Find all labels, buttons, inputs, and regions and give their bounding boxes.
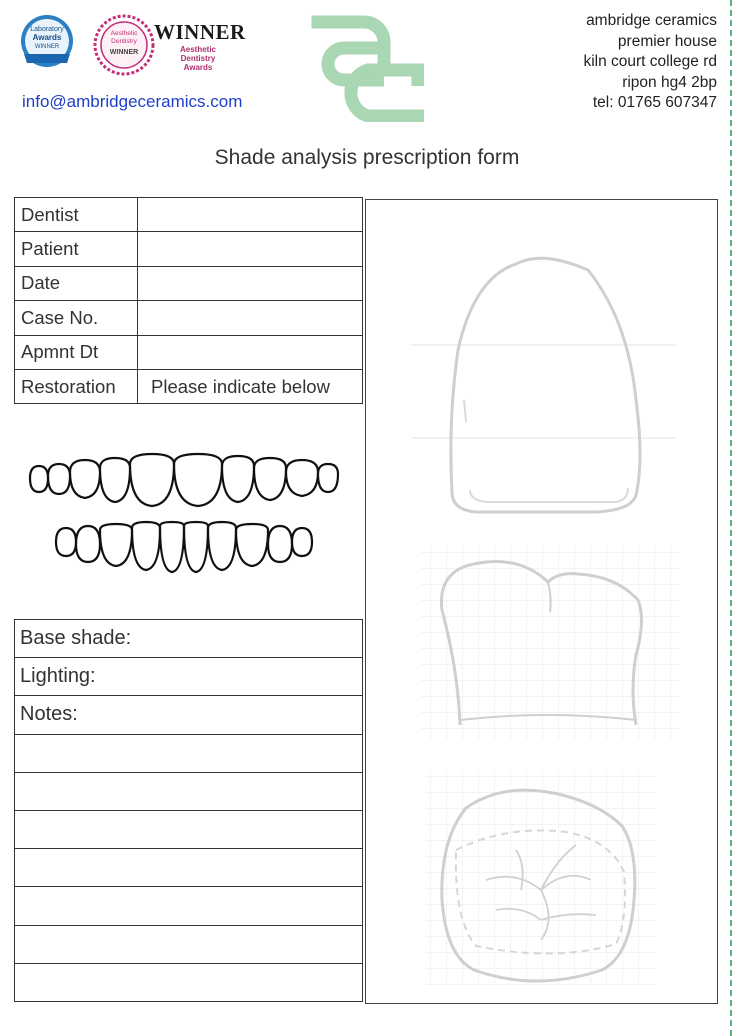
table-row (15, 198, 363, 232)
table-row (15, 925, 363, 963)
aesthetic-dentistry-badge-icon (93, 14, 155, 76)
lab-address: ambridge ceramics premier house kiln court college rd ripon hg4 2bp tel: 01765 607347 (583, 12, 717, 111)
table-row (15, 887, 363, 925)
lighting-field[interactable]: Lighting: (15, 658, 363, 696)
notes-line[interactable] (15, 734, 363, 772)
patient-info-table (14, 197, 363, 404)
table-row (15, 620, 363, 658)
patient-field[interactable] (138, 232, 363, 266)
svg-text:Laboratory: Laboratory (30, 26, 64, 33)
apmnt-dt-label: Apmnt Dt (15, 335, 138, 369)
table-row (15, 810, 363, 848)
table-row (15, 369, 363, 403)
molar-side-view-icon[interactable] (421, 545, 679, 740)
svg-text:Aesthetic: Aesthetic (110, 30, 138, 37)
patient-label: Patient (15, 232, 138, 266)
base-shade-field[interactable]: Base shade: (15, 620, 363, 658)
table-row (15, 335, 363, 369)
table-row (15, 963, 363, 1001)
dentist-field[interactable] (138, 198, 363, 232)
notes-line[interactable] (15, 772, 363, 810)
notes-line[interactable] (15, 887, 363, 925)
svg-text:Awards: Awards (32, 33, 62, 42)
ambridge-ceramics-logo-icon (306, 8, 424, 122)
notes-line[interactable] (15, 963, 363, 1001)
apmnt-dt-field[interactable] (138, 335, 363, 369)
notes-field[interactable]: Notes: (15, 696, 363, 734)
case-no-field[interactable] (138, 301, 363, 335)
table-row (15, 658, 363, 696)
winner-subtitle: Aesthetic Dentistry Awards (179, 45, 216, 72)
tooth-drawing-panel[interactable] (365, 199, 718, 1004)
date-field[interactable] (138, 266, 363, 300)
winner-title: WINNER (154, 20, 246, 44)
table-row (15, 232, 363, 266)
svg-text:WINNER: WINNER (34, 44, 60, 50)
shade-notes-table (14, 619, 363, 1002)
tooth-diagrams (366, 200, 717, 1003)
table-row (15, 734, 363, 772)
date-label: Date (15, 266, 138, 300)
svg-text:WINNER: WINNER (109, 49, 139, 56)
notes-line[interactable] (15, 925, 363, 963)
molar-occlusal-view-icon[interactable] (426, 770, 654, 985)
table-row (15, 696, 363, 734)
table-row (15, 849, 363, 887)
notes-line[interactable] (15, 849, 363, 887)
svg-text:Dentistry: Dentistry (111, 38, 137, 45)
table-row (15, 772, 363, 810)
restoration-field[interactable]: Please indicate below (138, 369, 363, 403)
incisor-front-view-icon[interactable] (411, 258, 676, 512)
table-row (15, 301, 363, 335)
form-title: Shade analysis prescription form (214, 146, 520, 169)
dentist-label: Dentist (15, 198, 138, 232)
case-no-label: Case No. (15, 301, 138, 335)
restoration-label: Restoration (15, 369, 138, 403)
table-row (15, 266, 363, 300)
contact-email[interactable]: info@ambridgeceramics.com (22, 92, 243, 111)
notes-line[interactable] (15, 810, 363, 848)
laboratory-awards-badge-icon (18, 14, 76, 72)
teeth-arch-icon[interactable] (26, 452, 346, 578)
